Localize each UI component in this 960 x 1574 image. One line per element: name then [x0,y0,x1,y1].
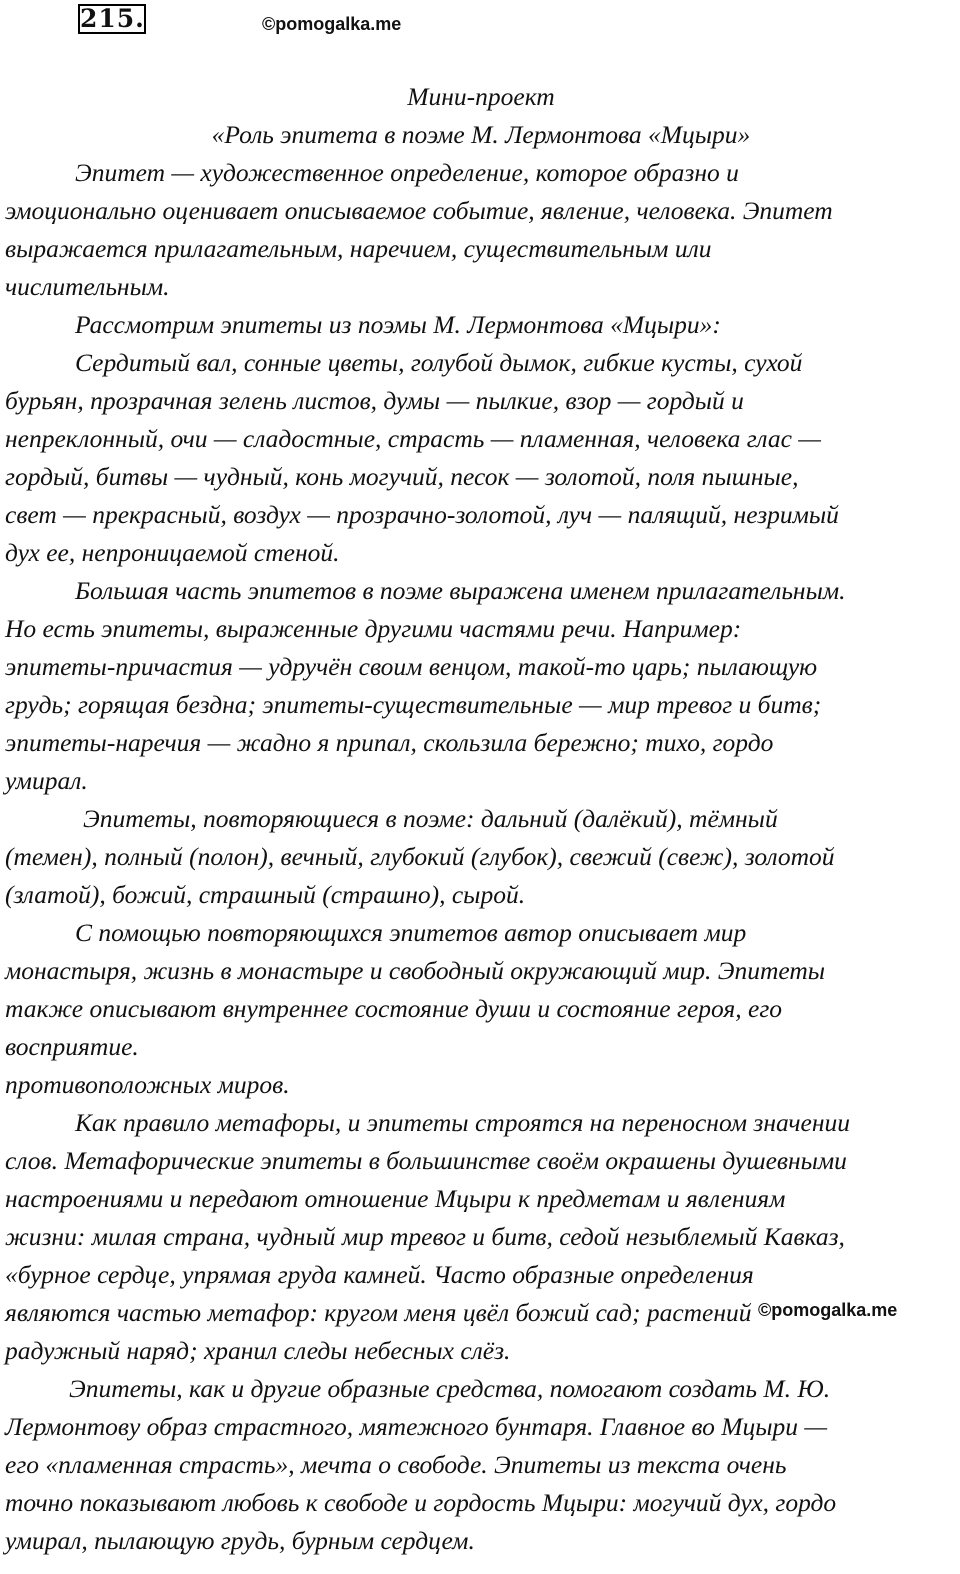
project-label: Мини-проект [407,82,555,111]
project-title: «Роль эпитета в поэме М. Лермонтова «Мцыри» [211,120,751,149]
text-line: восприятие. [5,1032,139,1061]
text-line: Рассмотрим эпитеты из поэмы М. Лермонтова «Мцыри»: [75,310,721,339]
text-line: бурьян, прозрачная зелень листов, думы — пылкие, взор — гордый и [5,386,744,415]
text-line: (златой), божий, страшный (страшно), сырой. [5,880,526,909]
text-line: его «пламенная страсть», мечта о свободе. Эпитеты из текста очень [5,1450,787,1479]
text-line: Эпитеты, повторяющиеся в поэме: дальний (далёкий), тёмный [83,804,778,833]
text-line: С помощью повторяющихся эпитетов автор описывает мир [75,918,747,947]
watermark-top: ©pomogalka.me [262,14,402,34]
text-line: настроениями и передают отношение Мцыри к предметам и явлениям [5,1184,786,1213]
text-line: Большая часть эпитетов в поэме выражена именем прилагательным. [75,576,846,605]
text-line: Как правило метафоры, и эпитеты строятся на переносном значении [75,1108,851,1137]
text-line: «бурное сердце, упрямая груда камней. Часто образные определения [5,1260,754,1289]
text-line: дух ее, непроницаемой стеной. [5,538,340,567]
text-line: Но есть эпитеты, выраженные другими частями речи. Например: [5,614,742,643]
text-line: гордый, битвы — чудный, конь могучий, песок — золотой, поля пышные, [5,462,799,491]
text-line: Эпитет — художественное определение, которое образно и [75,158,739,187]
text-line: непреклонный, очи — сладостные, страсть — пламенная, человека глас — [5,424,821,453]
text-line: свет — прекрасный, воздух — прозрачно-золотой, луч — палящий, незримый [5,500,839,529]
text-line: (темен), полный (полон), вечный, глубокий (глубок), свежий (свеж), золотой [5,842,835,871]
document-body [5,78,957,1560]
exercise-number: 215. [80,4,145,33]
text-line: Лермонтову образ страстного, мятежного бунтаря. Главное во Мцыри — [5,1412,828,1441]
text-line: радужный наряд; хранил следы небесных слёз. [5,1336,511,1365]
text-line: умирал, пылающую грудь, бурным сердцем. [5,1526,475,1555]
text-line: эпитеты-причастия — удручён своим венцом, такой-то царь; пылающую [5,652,818,681]
text-line: умирал. [5,766,88,795]
text-line: грудь; горящая бездна; эпитеты-существительные — мир тревог и битв; [5,690,822,719]
text-line: Сердитый вал, сонные цветы, голубой дымок, гибкие кусты, сухой [75,348,803,377]
text-line: эпитеты-наречия — жадно я припал, скользила бережно; тихо, гордо [5,728,774,757]
text-line: также описывают внутреннее состояние души и состояние героя, его [5,994,783,1023]
text-line: выражается прилагательным, наречием, существительным или [5,234,712,263]
text-line: противоположных миров. [5,1070,290,1099]
text-line: точно показывают любовь к свободе и гордость Мцыри: могучий дух, гордо [5,1488,837,1517]
text-line: монастыря, жизнь в монастыре и свободный окружающий мир. Эпитеты [5,956,826,985]
text-line: являются частью метафор: кругом меня цвёл божий сад; растений [5,1298,752,1327]
text-line: Эпитеты, как и другие образные средства, помогают создать М. Ю. [69,1374,831,1403]
text-line: числительным. [5,272,170,301]
text-line: эмоционально оценивает описываемое событие, явление, человека. Эпитет [5,196,833,225]
text-line: жизни: милая страна, чудный мир тревог и битв, седой незыблемый Кавказ, [5,1222,845,1251]
text-line: слов. Метафорические эпитеты в большинстве своём окрашены душевными [5,1146,847,1175]
watermark-mid: ©pomogalka.me [758,1300,898,1320]
